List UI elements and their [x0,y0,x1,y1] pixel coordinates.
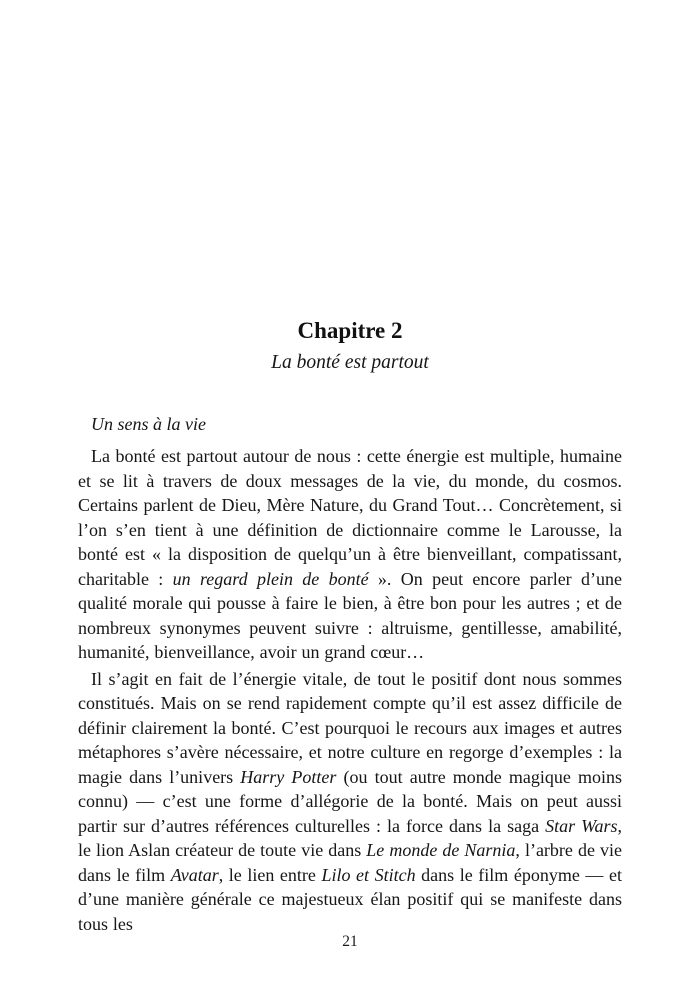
italic-text-run: un regard plein de bonté [172,568,369,589]
text-run: , le lien entre [218,864,322,885]
body-paragraphs [78,444,622,936]
text-run: ». On peut encore parler d’une qualité morale qui pousse à faire le bien, à être bon pour les autres ; et de nombreux synonymes peuvent suivre : altruisme, gentillesse, amabilité, humanité, bienveillance, avoir un grand cœur… [78,568,622,663]
text-run: La bonté est partout autour de nous : cette énergie est multiple, humaine et se lit à travers de doux messages de la vie, du monde, du cosmos. Certains parlent de Dieu, Mère Nature, du Grand Tout… Concrètement, si l’on s’en tient à une définition de dictionnaire comme le Larousse, la bonté est « la disposition de quelqu’un à être bienveillant, compatissant, charitable : [78,446,622,589]
paragraph [78,444,622,665]
paragraph [78,667,622,937]
italic-text-run: Le monde de Narnia [366,840,516,861]
text-run: dans le film éponyme — et d’une manière générale ce majestueux élan positif qui se manifeste dans tous les [78,864,622,934]
italic-text-run: Star Wars [545,815,618,836]
text-run: , le lion Aslan créateur de toute vie dans [78,815,622,861]
text-run: le film [116,864,171,885]
chapter-title: Chapitre 2 [297,318,403,343]
text-run: , l’arbre de vie dans [78,840,622,885]
page-number: 21 [342,933,358,950]
page-content [78,0,622,936]
italic-text-run: Avatar [170,864,219,885]
italic-text-run: Lilo et Stitch [321,864,416,885]
section-heading: Un sens à la vie [91,413,206,434]
text-run: (ou tout autre monde magique moins connu) — c’est une forme d’allégorie de la bonté. Mais on peut aussi partir sur d’autres références culturelles : la force dans la saga [78,766,623,836]
text-run: Il s’agit en fait de l’énergie vitale, de tout le positif dont nous sommes constitués. Mais on se rend rapidement compte qu’il est assez difficile de définir clairement la bonté. C’est pourquoi le recours aux images et autres métaphores s’avère nécessaire, et notre culture en regorge d’exemples : la magie dans l’univers [78,668,622,787]
chapter-subtitle: La bonté est partout [271,351,429,373]
italic-text-run: Harry Potter [240,766,337,787]
